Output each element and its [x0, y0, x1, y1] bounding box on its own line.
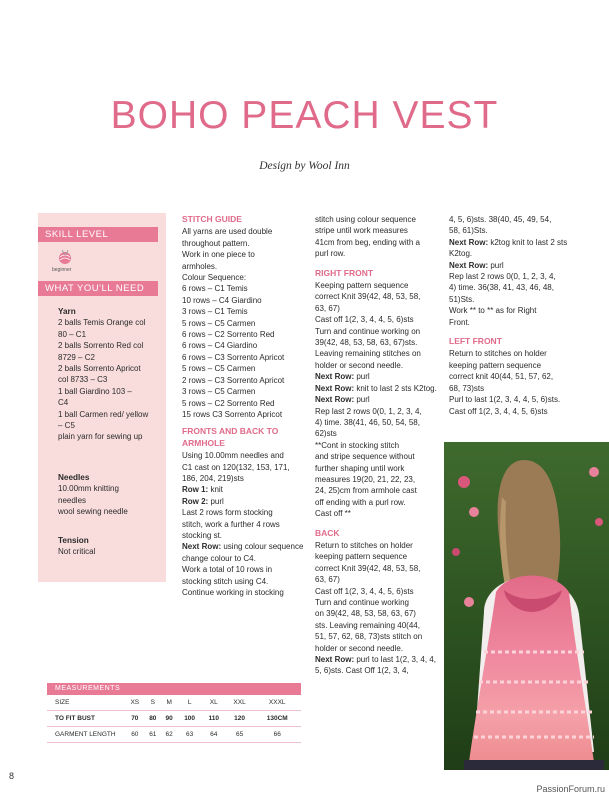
body-line: Keeping pattern sequence — [315, 281, 409, 291]
body-line: 4) time. 36(38, 41, 43, 46, 48, — [449, 283, 554, 293]
column-stitch-guide — [182, 214, 307, 598]
body-line: and stripe sequence without — [315, 452, 415, 462]
page-number: 8 — [9, 771, 15, 781]
row-label: Row 2: — [182, 496, 209, 506]
fronts-line: C1 cast on 120(132, 153, 171, — [182, 462, 290, 472]
stitch-line: Colour Sequence: — [182, 273, 247, 283]
row-label: Next Row: — [315, 655, 355, 665]
row-text: purl — [354, 395, 370, 405]
body-line: 62)sts — [315, 429, 337, 439]
stitch-line: 5 rows – C2 Sorrento Red — [182, 398, 275, 408]
length-cell: 64 — [202, 727, 226, 743]
yarn-ball-icon — [56, 249, 74, 265]
yarn-heading: Yarn — [58, 307, 76, 316]
stitch-line: 15 rows C3 Sorrento Apricot — [182, 409, 283, 419]
body-line: 63, 67) — [315, 303, 340, 313]
row-label: Next Row: — [449, 237, 489, 247]
body-line: Rep last 2 rows 0(0, 1, 2, 3, 4, — [315, 406, 422, 416]
back-heading: BACK — [315, 527, 340, 538]
yarn-line: 1 ball Giardino 103 – — [58, 386, 132, 396]
stitch-line: 3 rows – C1 Temis — [182, 307, 248, 317]
model-photo — [444, 442, 609, 770]
body-line: correct knit 40(44, 51, 57, 62, — [449, 372, 554, 382]
size-cell: XXXL — [253, 695, 301, 711]
sidebar — [38, 213, 166, 582]
row-text: purl — [488, 260, 504, 270]
yarn-line: – C5 — [58, 421, 75, 431]
stitch-line: Work in one piece to — [182, 250, 255, 260]
body-line: correct Knit 39(42, 48, 53, 58, — [315, 563, 421, 573]
bust-label: TO FIT BUST — [47, 711, 125, 727]
length-cell: 62 — [161, 727, 177, 743]
column-left-front — [449, 214, 575, 417]
row-instruction — [315, 394, 439, 405]
length-cell: 63 — [177, 727, 202, 743]
table-row — [47, 711, 301, 727]
needles-line: needles — [58, 495, 87, 505]
body-line: 51, 57, 62, 68, 73)sts stitch on — [315, 632, 423, 642]
stitch-line: 6 rows – C4 Giardino — [182, 341, 258, 351]
yarn-line: 2 balls Sorrento Apricot — [58, 364, 141, 374]
body-line: 24, 25)cm from armhole cast — [315, 486, 417, 496]
stitch-line: 6 rows – C1 Temis — [182, 284, 248, 294]
what-you-need-heading: WHAT YOU'LL NEED — [38, 281, 158, 296]
body-line: Cast off 1(2, 3, 4, 4, 5, 6)sts — [315, 586, 414, 596]
yarn-line: 1 ball Carmen red/ yellow — [58, 409, 149, 419]
body-line: purl row. — [315, 249, 346, 259]
stitch-line: 6 rows – C3 Sorrento Apricot — [182, 352, 285, 362]
body-line: holder or second needle. — [315, 360, 404, 370]
fronts-line: Last 2 rows form stocking — [182, 508, 273, 518]
row-label: Next Row: — [449, 260, 489, 270]
body-line: Cast off 1(2, 3, 4, 4, 5, 6)sts — [449, 406, 548, 416]
row-label: Next Row: — [315, 372, 355, 382]
needles-heading: Needles — [58, 473, 90, 482]
yarn-line: C4 — [58, 398, 69, 408]
yarn-line: 2 balls Sorrento Red col — [58, 341, 144, 351]
body-line: keeping pattern sequence — [315, 552, 408, 562]
body-line: Return to stitches on holder — [315, 540, 413, 550]
bust-cell: 120 — [226, 711, 254, 727]
fronts-line: 186, 204, 219)sts — [182, 473, 244, 483]
stitch-line: 2 rows – C3 Sorrento Apricot — [182, 375, 285, 385]
row-instruction — [182, 541, 307, 564]
yarn-line: col 8733 – C3 — [58, 375, 108, 385]
model-wearing-vest-image — [444, 442, 609, 770]
watermark: PassionForum.ru — [536, 784, 605, 794]
size-cell: XS — [125, 695, 145, 711]
yarn-line: 80 – C1 — [58, 329, 87, 339]
body-line: 58, 61)Sts. — [449, 226, 488, 236]
tension-line: Not critical — [58, 547, 96, 557]
body-line: Rep last 2 rows 0(0, 1, 2, 3, 4, — [449, 272, 556, 282]
skill-level-caption: beginner — [52, 267, 72, 273]
fronts-line: Continue working in stocking — [182, 588, 284, 597]
measurements-table — [47, 683, 301, 743]
row-label: Row 1: — [182, 485, 209, 495]
yarn-line: 8729 – C2 — [58, 352, 95, 362]
length-label: GARMENT LENGTH — [47, 727, 125, 743]
fronts-line: stocking stitch using C4. — [182, 576, 269, 586]
column-right-front — [315, 214, 439, 677]
body-line: further shaping until work — [315, 463, 405, 473]
size-cell: XXL — [226, 695, 254, 711]
fronts-back-heading: FRONTS AND BACK TO ARMHOLE — [182, 426, 279, 448]
body-line: 63, 67) — [315, 575, 340, 585]
body-line: holder or second needle. — [315, 643, 404, 653]
fronts-line: stocking st. — [182, 530, 223, 540]
bust-cell: 80 — [145, 711, 161, 727]
table-row — [47, 727, 301, 743]
yarn-section — [58, 306, 162, 443]
row-text: purl to last 1(2, 3, 4, 4, 5, 6)sts. Cast Off 1(2, 3, 4, — [315, 655, 436, 676]
body-line: 68, 73)sts — [449, 383, 485, 393]
stitch-line: 6 rows – C2 Sorrento Red — [182, 330, 275, 340]
body-line: Cast off ** — [315, 509, 351, 519]
right-front-heading: RIGHT FRONT — [315, 267, 374, 278]
row-label: Next Row: — [182, 542, 222, 552]
stitch-line: 5 rows – C5 Carmen — [182, 364, 256, 374]
body-line: 39(42, 48, 53, 58, 63, 67)sts. — [315, 338, 418, 348]
row-instruction — [315, 371, 439, 382]
row-instruction — [449, 237, 575, 260]
body-line: on 39(42, 48, 53, 58, 63, 67) — [315, 609, 416, 619]
size-cell: L — [177, 695, 202, 711]
yarn-line: 2 balls Temis Orange col — [58, 318, 146, 328]
stitch-line: armholes. — [182, 261, 218, 271]
length-cell: 65 — [226, 727, 254, 743]
length-cell: 61 — [145, 727, 161, 743]
stitch-line: 10 rows – C4 Giardino — [182, 295, 262, 305]
body-line: Purl to last 1(2, 3, 4, 4, 5, 6)sts. — [449, 395, 561, 405]
stitch-line: All yarns are used double — [182, 227, 273, 237]
stitch-line: 3 rows – C5 Carmen — [182, 387, 256, 397]
body-line: keeping pattern sequence — [449, 360, 542, 370]
stitch-guide-heading: STITCH GUIDE — [182, 214, 242, 224]
bust-cell: 70 — [125, 711, 145, 727]
size-cell: XL — [202, 695, 226, 711]
row-text: purl — [354, 372, 370, 382]
body-line: stitch using colour sequence — [315, 215, 416, 224]
stitch-line: throughout pattern. — [182, 238, 250, 248]
stitch-line: 5 rows – C5 Carmen — [182, 318, 256, 328]
body-line: Leaving remaining stitches on — [315, 349, 421, 359]
body-line: Return to stitches on holder — [449, 349, 547, 359]
row-label: Next Row: — [315, 383, 355, 393]
measurements-grid — [47, 695, 301, 743]
table-row — [47, 695, 301, 711]
body-line: 4, 5, 6)sts. 38(40, 45, 49, 54, — [449, 215, 552, 224]
body-line: off ending with a purl row. — [315, 497, 406, 507]
length-cell: 66 — [253, 727, 301, 743]
fronts-line: stitch, work a further 4 rows — [182, 519, 280, 529]
size-cell: M — [161, 695, 177, 711]
size-cell: S — [145, 695, 161, 711]
body-line: sts. Leaving remaining 40(44, — [315, 620, 420, 630]
row-label: Next Row: — [315, 395, 355, 405]
needles-line: 10.00mm knitting — [58, 484, 119, 494]
row-instruction — [182, 484, 307, 495]
row-instruction — [449, 260, 575, 271]
skill-level-heading: SKILL LEVEL — [38, 227, 158, 242]
row-text: k2tog knit to last 2 sts K2tog. — [449, 237, 568, 259]
body-line: Front. — [449, 317, 470, 327]
body-line: 4) time. 38(41, 46, 50, 54, 58, — [315, 417, 420, 427]
page-title: BOHO PEACH VEST — [110, 94, 499, 137]
left-front-heading: LEFT FRONT — [449, 336, 502, 347]
tension-heading: Tension — [58, 536, 89, 545]
row-instruction — [315, 654, 439, 677]
designer-credit: Design by Wool Inn — [259, 160, 350, 172]
body-line: stripe until work measures — [315, 226, 408, 236]
fronts-line: Using 10.00mm needles and — [182, 451, 284, 461]
body-line: 51)Sts. — [449, 294, 475, 304]
length-cell: 60 — [125, 727, 145, 743]
bust-cell: 100 — [177, 711, 202, 727]
body-line: correct Knit 39(42, 48, 53, 58, — [315, 292, 421, 302]
bust-cell: 130CM — [253, 711, 301, 727]
needles-section — [58, 472, 162, 518]
row-text: knit — [208, 485, 223, 495]
yarn-line: plain yarn for sewing up — [58, 432, 143, 442]
row-text: purl — [208, 496, 224, 506]
needles-line: wool sewing needle — [58, 507, 128, 517]
row-text: knit to last 2 sts K2tog. — [354, 383, 437, 393]
bust-cell: 110 — [202, 711, 226, 727]
measurements-heading: MEASUREMENTS — [47, 683, 301, 695]
body-line: Work ** to ** as for Right — [449, 306, 537, 316]
body-line: **Cont in stocking stitch — [315, 440, 400, 450]
row-instruction — [182, 496, 307, 507]
size-label: SIZE — [47, 695, 125, 711]
body-line: Turn and continue working on — [315, 326, 421, 336]
tension-section — [58, 535, 162, 558]
fronts-line: Work a total of 10 rows in — [182, 565, 273, 575]
body-line: 41cm from beg, ending with a — [315, 237, 420, 247]
row-text: using colour sequence change colour to C4. — [182, 542, 304, 563]
row-instruction — [315, 383, 439, 394]
body-line: Cast off 1(2, 3, 4, 4, 5, 6)sts — [315, 315, 414, 325]
body-line: measures 19(20, 21, 22, 23, — [315, 474, 416, 484]
bust-cell: 90 — [161, 711, 177, 727]
body-line: Turn and continue working — [315, 598, 409, 607]
